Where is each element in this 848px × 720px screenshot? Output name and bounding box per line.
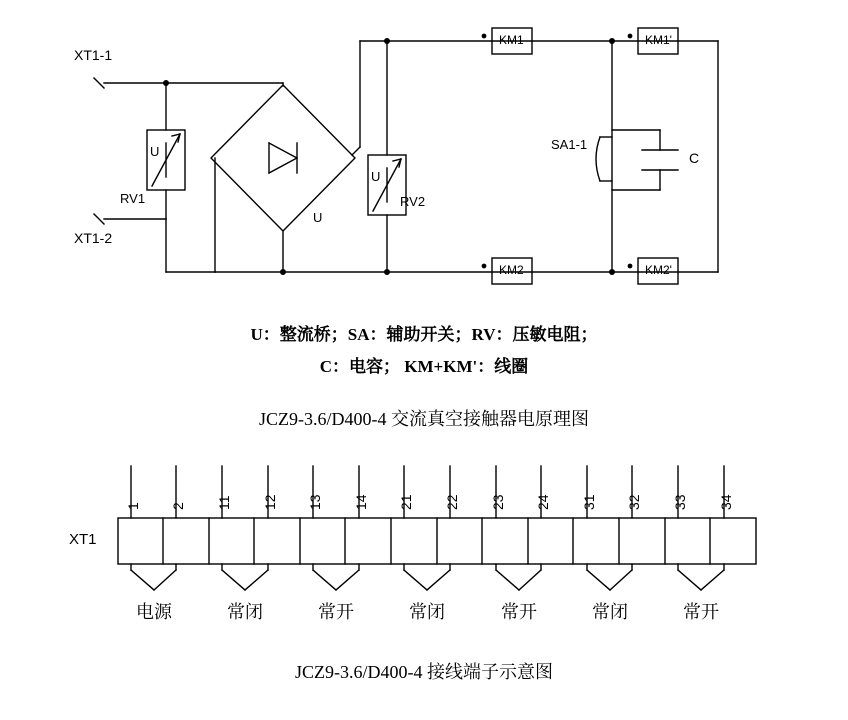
group-bracket-7 (678, 564, 724, 590)
capacitor-label: C (689, 150, 700, 166)
bridge-body (211, 85, 355, 231)
node-bridge-bottom (280, 269, 286, 275)
pin-label-24: 24 (535, 494, 551, 510)
terminal-label-xt1-1: XT1-1 (74, 47, 113, 63)
terminal-xt1-1-mark (94, 78, 104, 88)
legend-line-2: C：电容； KM+KM'：线圈 (319, 357, 529, 376)
pin-label-12: 12 (262, 494, 278, 510)
pin-label-14: 14 (353, 494, 369, 510)
group-label-no-3: 常开 (683, 602, 719, 622)
km2-label: KM2 (499, 263, 524, 277)
terminal-label-xt1-2: XT1-2 (74, 230, 113, 246)
terminal-xt1-2-mark (94, 214, 104, 224)
pin-label-23: 23 (490, 494, 506, 510)
group-bracket-3 (313, 564, 359, 590)
sa1-1-switch-arc (596, 137, 600, 181)
km2p-dot (628, 264, 633, 269)
diode-triangle-lower (269, 158, 297, 173)
pin-label-2: 2 (170, 502, 186, 510)
sa1-1-label: SA1-1 (551, 137, 588, 152)
terminal-diagram-title: JCZ9-3.6/D400-4 接线端子示意图 (295, 662, 553, 682)
rv2-label: RV2 (400, 194, 426, 209)
rv1-inner-label: U (150, 144, 160, 159)
group-label-nc-2: 常闭 (409, 602, 445, 622)
group-bracket-4 (404, 564, 450, 590)
node-rv2-bottom (384, 269, 390, 275)
pin-label-31: 31 (581, 494, 597, 510)
pin-label-22: 22 (444, 494, 460, 510)
legend-line-1: U：整流桥；SA：辅助开关；RV：压敏电阻； (250, 325, 598, 344)
pin-label-13: 13 (307, 494, 323, 510)
km1-label: KM1 (499, 33, 524, 47)
group-bracket-2 (222, 564, 268, 590)
node-sa-top (609, 38, 615, 44)
pin-label-32: 32 (626, 494, 642, 510)
group-bracket-6 (587, 564, 632, 590)
group-label-no-2: 常开 (501, 602, 537, 622)
group-bracket-1 (131, 564, 176, 590)
wire-bridge-right-diag (352, 147, 360, 155)
rv2-arrow-head-b (399, 159, 401, 167)
schematic-title: JCZ9-3.6/D400-4 交流真空接触器电原理图 (259, 409, 589, 429)
node-sa-bottom (609, 269, 615, 275)
km1-dot (482, 34, 487, 39)
group-label-power: 电源 (136, 602, 172, 622)
pin-label-1: 1 (125, 502, 141, 510)
diode-triangle-upper (269, 143, 297, 158)
group-bracket-5 (496, 564, 541, 590)
group-label-nc-3: 常闭 (592, 602, 628, 622)
node-rv2-top (384, 38, 390, 44)
pin-label-34: 34 (718, 494, 734, 510)
pin-label-11: 11 (216, 495, 232, 510)
bridge-label: U (313, 210, 323, 225)
group-label-nc-1: 常闭 (227, 602, 263, 622)
group-label-no-1: 常开 (318, 602, 354, 622)
km2p-label: KM2' (645, 263, 672, 277)
km1p-dot (628, 34, 633, 39)
km1p-label: KM1' (645, 33, 672, 47)
rv2-inner-label: U (371, 169, 381, 184)
rv1-arrow-head-b (178, 134, 180, 142)
pin-label-21: 21 (398, 494, 414, 510)
terminal-block-label: XT1 (69, 531, 97, 548)
rv1-label: RV1 (120, 191, 146, 206)
km2-dot (482, 264, 487, 269)
pin-label-33: 33 (672, 494, 688, 510)
